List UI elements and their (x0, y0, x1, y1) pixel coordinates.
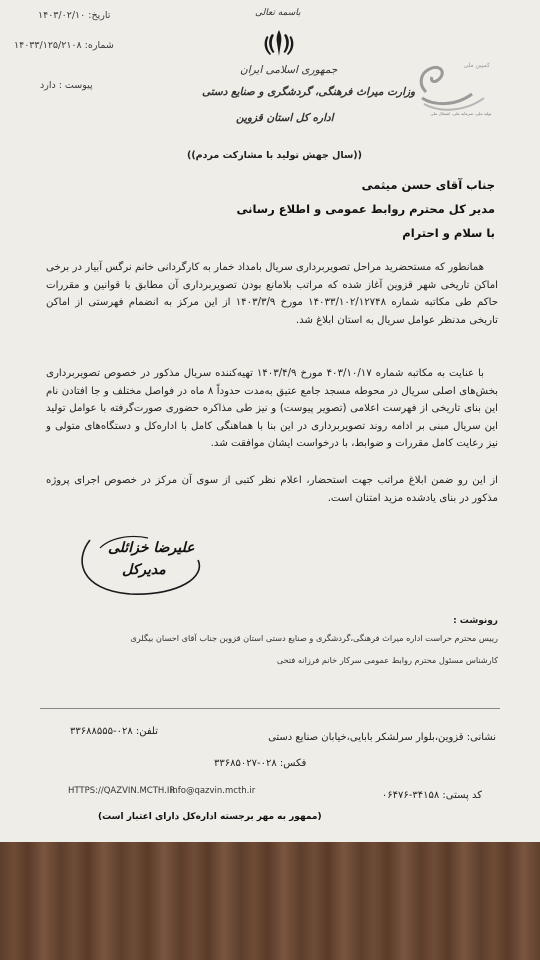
footer-postal (382, 790, 482, 801)
postal-value: ۳۴۱۵۸-۰۶۴۷۶ (381, 790, 440, 801)
bismillah: باسمه تعالی (255, 8, 301, 18)
wooden-surface (0, 842, 540, 960)
signatory-title: مدیرکل (122, 562, 166, 578)
signatory-name: علیرضا خزائلی (108, 540, 195, 556)
date-row (38, 10, 110, 21)
postal-label: کد پستی: (442, 790, 482, 801)
attachment-label: پیوست : دارد (40, 80, 93, 91)
addressee-title: مدیر کل محترم روابط عمومی و اطلاع رسانی (236, 202, 495, 216)
cc-line-2: کارشناس مسئول محترم روابط عمومی سرکار خانم فرزانه فتحی (276, 655, 498, 665)
cc-line-1: رییس محترم حراست اداره میراث فرهنگی،گردشگری و صنایع دستی استان قزوین جناب آقای احسان بیگلری (130, 633, 498, 643)
footer-phone (70, 726, 158, 737)
footer-address: نشانی: قزوین،بلوار سرلشکر بابایی،خیابان صنایع دستی (268, 732, 496, 743)
addressee-name: جناب آقای حسن میثمی (361, 178, 495, 192)
iran-emblem-icon (262, 26, 296, 60)
footer-website: HTTPS://QAZVIN.MCTH.IR (68, 786, 176, 796)
republic-title: جمهوری اسلامی ایران (240, 64, 338, 76)
cc-title: رونوشت : (453, 616, 498, 626)
year-slogan: ((سال جهش تولید با مشارکت مردم)) (187, 150, 362, 161)
signature-scribble-icon (70, 520, 210, 600)
number-label: شماره: (84, 40, 114, 51)
footer-fax (214, 758, 306, 769)
number-row (14, 40, 114, 51)
date-value: ۱۴۰۳/۰۲/۱۰ (38, 10, 86, 21)
logo-caption: تولید ملی، سرمایه ملی، اشتغال ملی (430, 111, 492, 116)
fax-value: ۰۲۸-۳۳۶۸۵۰۲۷ (214, 758, 277, 769)
footer-divider (40, 708, 500, 709)
footer-seal-note: (ممهور به مهر برجسته اداره‌کل دارای اعتبار است) (98, 812, 322, 822)
body-paragraph-1: همانطور که مستحضرید مراحل تصویربرداری سریال بامداد خمار به کارگردانی خانم نرگس آبیار در برخی اماکن تاریخی شهر قزوین آغاز شده که مراتب بلامانع بودن تصویربرداری آن مطابق با قوانین و مقررات حاکم طی مکاتبه شماره ۱۴۰۳۳/۱۰۲/۱۲۷۴۸ مورخ ۱۴۰۳/۳/۹ از این مرکز به انضمام فهرستی از اماکن تاریخی مدنظر عوامل سریال به استان ابلاغ شد. (46, 262, 498, 326)
greeting: با سلام و احترام (402, 226, 495, 240)
ministry-title: وزارت میراث فرهنگی، گردشگری و صنایع دستی (202, 86, 416, 98)
date-label: تاریخ: (88, 10, 111, 21)
logo-brand-text: کمپین ملی (463, 62, 490, 69)
number-value: ۱۴۰۳۳/۱۲۵/۲۱۰۸ (14, 40, 82, 51)
body-paragraph-3: از این رو ضمن ابلاغ مراتب جهت استحضار، اعلام نظر کتبی از سوی آن مرکز در خصوص اجرای پروژه مذکور در بنای یادشده مزید امتنان است. (46, 475, 498, 504)
phone-value: ۰۲۸-۳۳۶۸۸۵۵۵ (70, 726, 133, 737)
body-paragraph-2: با عنایت به مکاتبه شماره ۴۰۳/۱۰/۱۷ مورخ ۱۴۰۳/۴/۹ تهیه‌کننده سریال مذکور در خصوص تصویربرداری بخش‌های اصلی سریال در محوطه مسجد جامع عتیق به‌مدت حدوداً ۸ ماه در فواصل مختلف و جا افتادن نام این بنای تاریخی از فهرست اعلامی (تصویر پیوست) و نیز طی مذاکره حضوری صورت‌گرفته با عوامل تولید این سریال مبنی بر ادامه روند تصویربرداری در این بنا با هماهنگی کامل با اداره‌کل و دستگاه‌های متولی و نیز رعایت کامل مقررات و ضوابط، با درخواست ایشان موافقت شد. (46, 368, 498, 450)
footer-email: info@qazvin.mcth.ir (170, 786, 256, 796)
fax-label: فکس: (279, 758, 307, 769)
office-title: اداره کل استان قزوین (236, 112, 334, 124)
phone-label: تلفن: (135, 726, 159, 737)
